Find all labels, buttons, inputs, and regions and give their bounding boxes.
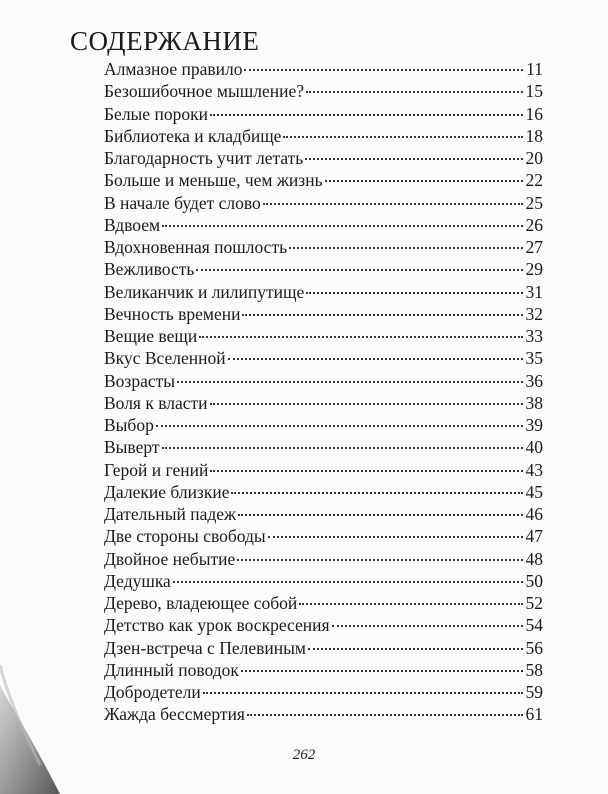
toc-entry-page: 29: [525, 259, 543, 280]
toc-entry-title: Больше и меньше, чем жизнь: [104, 170, 323, 191]
toc-entry-title: Дательный падеж: [104, 504, 237, 524]
dot-leader: [162, 447, 523, 449]
toc-entry-title: Двойное небытие: [104, 548, 236, 569]
toc-entry-title: Жажда бессмертия: [104, 704, 245, 725]
dot-leader: [203, 692, 523, 694]
toc-entry-title: Выверт: [104, 437, 160, 458]
dot-leader: [241, 670, 523, 672]
toc-entry-title: Две стороны свободы: [104, 526, 266, 547]
toc-entry-title: Вдохновенная пошлость: [104, 237, 288, 257]
toc-entry-page: 36: [525, 370, 543, 391]
toc-entry-page: 56: [525, 637, 543, 658]
dot-leader: [263, 203, 523, 205]
dot-leader: [283, 136, 523, 138]
toc-entry[interactable]: [104, 703, 543, 725]
toc-entry[interactable]: [104, 347, 543, 369]
toc-entry-page: 58: [525, 659, 543, 680]
toc-entry-page: 11: [526, 59, 543, 79]
table-of-contents: [104, 58, 543, 726]
toc-entry[interactable]: [104, 436, 543, 458]
toc-entry[interactable]: [104, 303, 543, 325]
toc-entry[interactable]: [104, 459, 543, 481]
toc-entry[interactable]: [104, 681, 543, 703]
toc-entry[interactable]: [104, 525, 543, 547]
toc-entry[interactable]: [104, 481, 543, 503]
dot-leader: [177, 381, 523, 383]
toc-entry-page: 47: [525, 526, 543, 547]
toc-entry-title: Алмазное правило: [104, 59, 243, 79]
dot-leader: [196, 269, 523, 271]
toc-entry[interactable]: [104, 281, 543, 303]
toc-entry-page: 16: [525, 103, 543, 124]
toc-entry[interactable]: [104, 258, 543, 280]
toc-entry-title: Благодарность учит летать: [104, 148, 304, 168]
toc-entry-page: 33: [525, 326, 543, 346]
toc-entry[interactable]: [104, 58, 543, 80]
toc-entry-title: Вещие вещи: [104, 326, 198, 346]
toc-entry-page: 52: [525, 593, 543, 613]
toc-entry-page: 54: [525, 615, 543, 636]
toc-entry-page: 32: [525, 303, 543, 324]
dot-leader: [228, 358, 523, 360]
toc-entry[interactable]: [104, 214, 543, 236]
toc-entry-page: 39: [525, 415, 543, 435]
toc-entry-page: 61: [525, 704, 543, 725]
toc-entry-page: 15: [525, 81, 543, 102]
dot-leader: [173, 581, 523, 583]
toc-entry-title: Дедушка: [104, 570, 171, 591]
dot-leader: [306, 292, 523, 294]
toc-entry[interactable]: [104, 147, 543, 169]
toc-entry[interactable]: [104, 169, 543, 191]
toc-entry-page: 46: [525, 504, 543, 524]
contents-heading: СОДЕРЖАНИЕ: [70, 26, 260, 56]
toc-entry[interactable]: [104, 570, 543, 592]
toc-entry[interactable]: [104, 637, 543, 659]
toc-entry-title: Безошибочное мышление?: [104, 81, 304, 102]
dot-leader: [289, 247, 523, 249]
dot-leader: [199, 336, 523, 338]
dot-leader: [237, 559, 523, 561]
toc-entry-page: 26: [525, 214, 543, 235]
dot-leader: [299, 603, 523, 605]
dot-leader: [210, 470, 523, 472]
toc-entry-title: Длинный поводок: [104, 659, 239, 680]
dot-leader: [156, 425, 523, 427]
dot-leader: [305, 158, 523, 160]
toc-entry-page: 18: [525, 125, 543, 146]
toc-entry[interactable]: [104, 236, 543, 258]
toc-entry[interactable]: [104, 192, 543, 214]
toc-entry-title: Возрасты: [104, 370, 176, 391]
toc-entry-title: Воля к власти: [104, 392, 208, 413]
toc-entry-page: 31: [525, 281, 543, 302]
toc-entry-page: 27: [525, 237, 543, 257]
toc-entry-page: 25: [525, 192, 543, 213]
page-curl-shadow: [0, 665, 60, 794]
toc-entry-title: Вкус Вселенной: [104, 348, 226, 369]
toc-entry-title: Библиотека и кладбище: [104, 125, 282, 146]
toc-entry[interactable]: [104, 125, 543, 147]
toc-entry-title: Выбор: [104, 415, 154, 435]
dot-leader: [162, 225, 523, 227]
toc-entry-page: 35: [525, 348, 543, 369]
toc-entry[interactable]: [104, 614, 543, 636]
toc-entry-page: 45: [525, 481, 543, 502]
toc-entry-page: 20: [525, 148, 543, 168]
toc-entry-page: 43: [525, 459, 543, 480]
toc-entry-title: Дерево, владеющее собой: [104, 593, 298, 613]
toc-entry[interactable]: [104, 370, 543, 392]
dot-leader: [247, 714, 523, 716]
toc-entry-page: 38: [525, 392, 543, 413]
toc-entry-page: 22: [525, 170, 543, 191]
toc-entry[interactable]: [104, 592, 543, 614]
toc-entry-title: Вечность времени: [104, 303, 241, 324]
toc-entry[interactable]: [104, 80, 543, 102]
toc-entry[interactable]: [104, 392, 543, 414]
toc-entry-page: 59: [525, 682, 543, 702]
toc-entry[interactable]: [104, 103, 543, 125]
toc-entry-title: В начале будет слово: [104, 192, 261, 213]
toc-entry-title: Вежливость: [104, 259, 195, 280]
dot-leader: [244, 69, 523, 71]
toc-entry-title: Герой и гений: [104, 459, 209, 480]
dot-leader: [231, 492, 523, 494]
toc-entry[interactable]: [104, 548, 543, 570]
dot-leader: [210, 114, 523, 116]
toc-entry-title: Добродетели: [104, 682, 201, 702]
dot-leader: [325, 180, 523, 182]
dot-leader: [210, 403, 523, 405]
toc-entry-title: Дзен-встреча с Пелевиным: [104, 637, 306, 658]
toc-entry-title: Вдвоем: [104, 214, 161, 235]
toc-entry-title: Белые пороки: [104, 103, 208, 124]
toc-entry-page: 40: [525, 437, 543, 458]
toc-entry-title: Далекие близкие: [104, 481, 230, 502]
toc-entry-title: Великанчик и лилипутище: [104, 281, 305, 302]
dot-leader: [306, 91, 523, 93]
dot-leader: [242, 314, 523, 316]
toc-entry-page: 48: [525, 548, 543, 569]
toc-entry-title: Детство как урок воскресения: [104, 615, 330, 636]
dot-leader: [308, 648, 523, 650]
page-number: 262: [292, 747, 316, 763]
toc-entry[interactable]: [104, 503, 543, 525]
dot-leader: [238, 514, 523, 516]
toc-entry[interactable]: [104, 659, 543, 681]
dot-leader: [268, 536, 523, 538]
dot-leader: [332, 625, 523, 627]
toc-entry[interactable]: [104, 325, 543, 347]
toc-entry[interactable]: [104, 414, 543, 436]
toc-entry-page: 50: [525, 570, 543, 591]
